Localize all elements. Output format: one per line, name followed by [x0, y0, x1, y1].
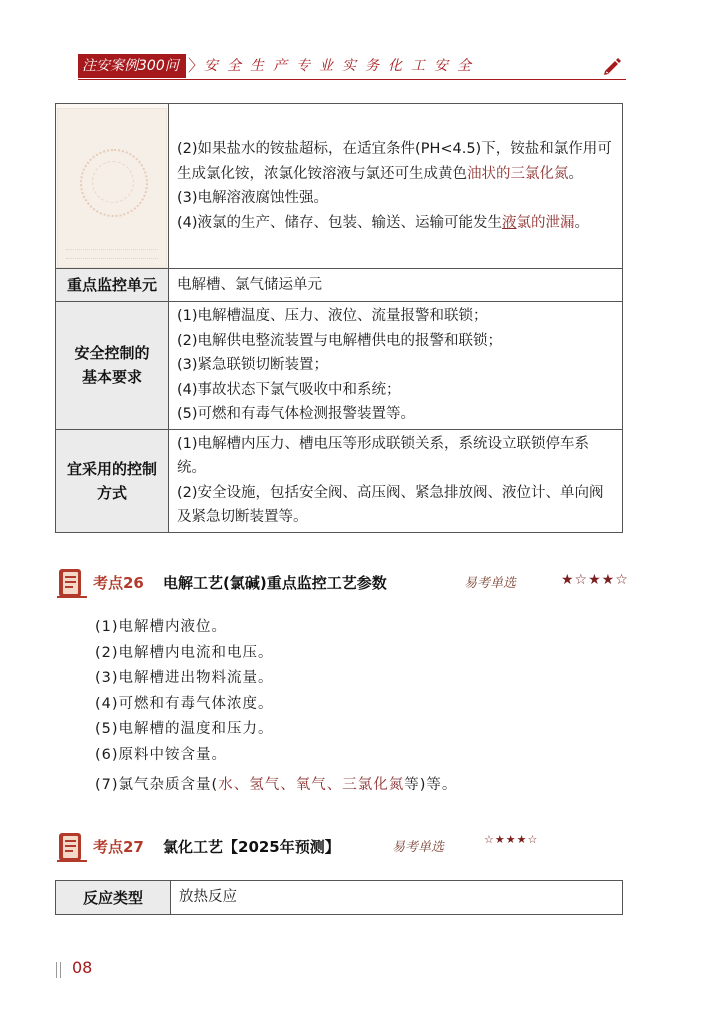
hazard-item-4: (4)液氯的生产、储存、包装、输送、运输可能发生液氯的泄漏。 — [177, 214, 590, 231]
parameter-list — [95, 615, 457, 799]
section-title: 氯化工艺【2025年预测】 — [163, 838, 340, 856]
page-header — [78, 54, 626, 80]
table-row — [56, 881, 623, 915]
section-code: 考点27 — [93, 838, 144, 856]
list-item: (2)电解槽内电流和电压。 — [95, 644, 274, 661]
highlight-text: 油状的三氯化氮 — [467, 165, 569, 182]
table-row — [56, 429, 623, 532]
list-item: (5)电解槽的温度和压力。 — [95, 721, 274, 737]
footer-bars — [56, 962, 64, 978]
exam-tag: 易考单选 — [392, 840, 445, 855]
table-row — [56, 104, 623, 269]
list-item: (7)氯气杂质含量(水、氢气、氧气、三氯化氮等)等。 — [95, 777, 458, 793]
list-item: (6)原料中铵含量。 — [95, 746, 228, 763]
row-content: (1)电解槽温度、压力、液位、流量报警和联锁； (2)电解供电整流装置与电解槽供电的报警和联锁； (3)紧急联锁切断装置； (4)事故状态下氯气吸收中和系统； (5)可燃和有毒气体检测报警装置等。 — [169, 302, 623, 430]
brand-label: 注安案例300问 — [78, 54, 186, 78]
row-label: 重点监控单元 — [56, 269, 169, 302]
difficulty-stars: ★☆★★☆ — [561, 572, 629, 588]
row-content: (1)电解槽内压力、槽电压等形成联锁关系，系统设立联锁停车系统。 (2)安全设施，包括安全阀、高压阀、紧急排放阀、液位计、单向阀及紧急切断装置等。 — [169, 429, 623, 532]
watermark-image — [57, 108, 167, 268]
highlight-text: 氯的泄漏 — [516, 214, 575, 231]
section-title: 电解工艺(氯碱)重点监控工艺参数 — [163, 574, 387, 592]
row-label: 反应类型 — [56, 881, 171, 915]
table-row — [56, 269, 623, 302]
table-row — [56, 302, 623, 430]
exam-tag: 易考单选 — [464, 576, 517, 591]
list-item: (1)电解槽内液位。 — [95, 619, 228, 635]
pencil-icon — [602, 56, 622, 76]
process-table — [55, 103, 623, 533]
header-rule — [78, 79, 626, 80]
watermark-cell — [56, 104, 169, 269]
header-subtitle: 安全生产专业实务化工安全 — [204, 58, 480, 74]
hazard-details-cell — [169, 104, 623, 269]
section-code: 考点26 — [93, 574, 144, 592]
row-content: 放热反应 — [171, 881, 623, 915]
section-heading-26 — [55, 566, 629, 600]
list-item: (4)可燃和有毒气体浓度。 — [95, 695, 274, 712]
section-heading-27 — [55, 830, 625, 864]
list-item: (3)电解槽进出物料流量。 — [95, 670, 274, 686]
chlorination-table — [55, 880, 623, 915]
hazard-item-3: (3)电解溶液腐蚀性强。 — [177, 190, 329, 206]
page-number: 08 — [72, 958, 93, 977]
hazard-item-2: (2)如果盐水的铵盐超标，在适宜条件(PH<4.5)下，铵盐和氯作用可生成氯化铵，浓氯化铵溶液与氯还可生成黄色油状的三氯化氮。 — [177, 141, 612, 182]
difficulty-stars: ☆★★★☆ — [484, 833, 539, 846]
row-label: 宜采用的控制 方式 — [56, 429, 169, 532]
highlight-text: 水、氢气、氧气、三氯化氮 — [218, 777, 405, 793]
row-content: 电解槽、氯气储运单元 — [169, 269, 623, 302]
notebook-icon — [55, 566, 89, 600]
brand-arrow: 〉 — [188, 56, 205, 75]
underlined-text: 液 — [502, 214, 517, 231]
row-label: 安全控制的 基本要求 — [56, 302, 169, 430]
notebook-icon — [55, 830, 89, 864]
